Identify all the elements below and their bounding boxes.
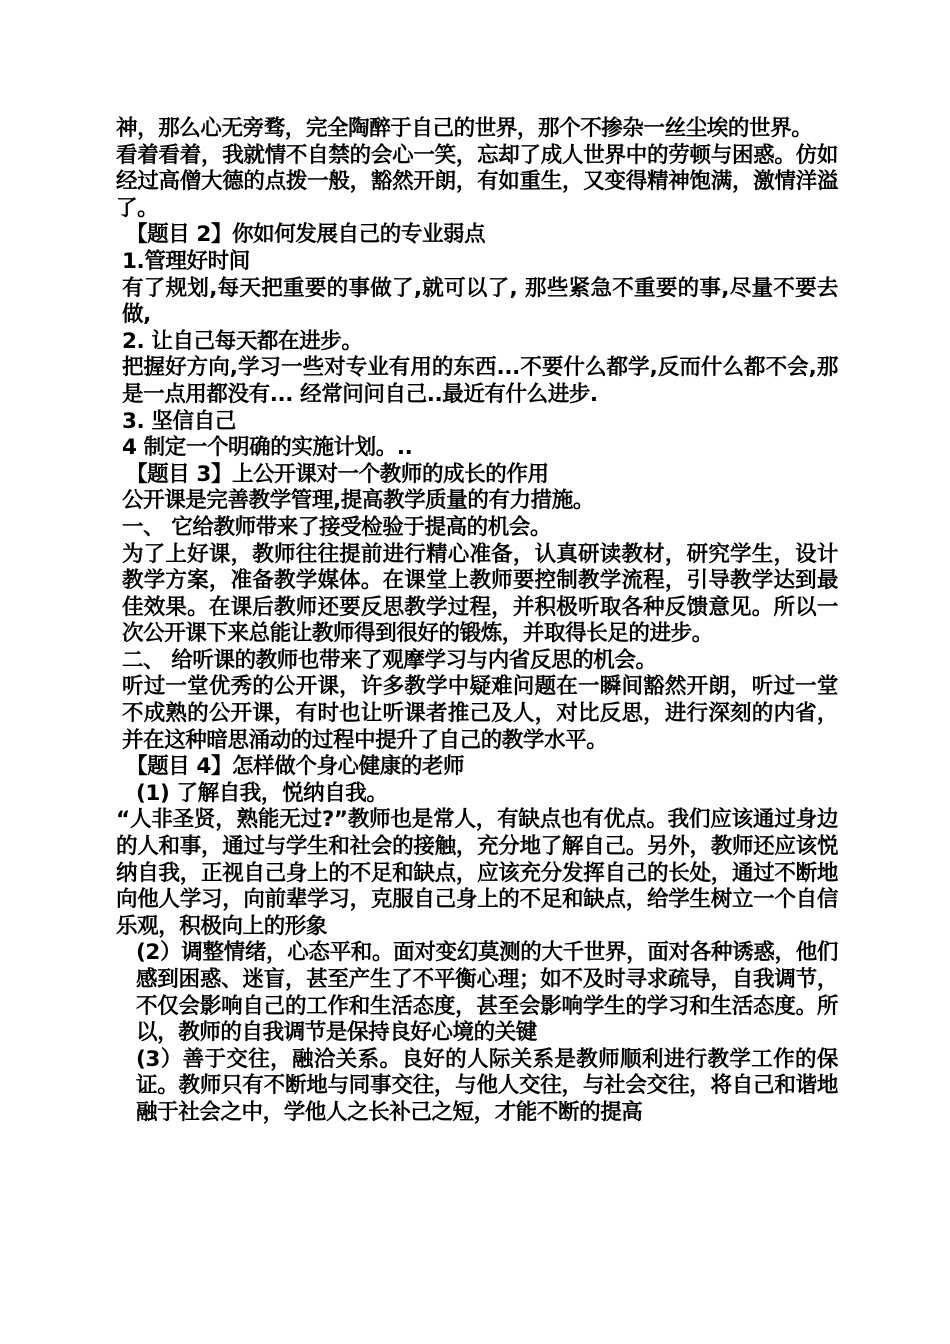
list-item: 4 制定一个明确的实施计划。..: [122, 435, 413, 461]
section-heading: 【题目 2】你如何发展自己的专业弱点: [126, 222, 486, 248]
list-item: (3）善于交往，融洽关系。良好的人际关系是教师顺利进行教学工作的保证。教师只有不断地与同事交往，与他人交往，与社会交往，将自己和谐地融于社会之中，学他人之长补己之短，才能不断的提高: [136, 1046, 838, 1125]
paragraph: 把握好方向,学习一些对专业有用的东西...不要什么都学,反而什么都不会,那是一点用都没有... 经常问问自己..最近有什么进步.: [122, 355, 838, 407]
list-item: 二、 给听课的教师也带来了观摩学习与内省反思的机会。: [122, 647, 657, 673]
paragraph: 神，那么心无旁骛，完全陶醉于自己的世界，那个不掺杂一丝尘埃的世界。: [116, 116, 813, 141]
section-heading: 【题目 4】怎样做个身心健康的老师: [126, 754, 465, 780]
list-item: 3. 坚信自己: [122, 408, 236, 434]
list-item: 一、 它给教师带来了接受检验于提高的机会。: [122, 514, 552, 540]
list-item: (2）调整情绪，心态平和。面对变幻莫测的大千世界，面对各种诱惑，他们感到困惑、迷盲，甚至产生了不平衡心理；如不及时寻求疏导，自我调节，不仅会影响自己的工作和生活态度，甚至会影响学生的学习和生活态度。所以，教师的自我调节是保持良好心境的关键: [136, 940, 838, 1046]
paragraph: 听过一堂优秀的公开课，许多教学中疑难问题在一瞬间豁然开朗，听过一堂不成熟的公开课，有时也让听课者推己及人，对比反思，进行深刻的内省，并在这种暗思涌动的过程中提升了自己的教学水平。: [122, 674, 838, 753]
section-heading: 【题目 3】上公开课对一个教师的成长的作用: [126, 461, 549, 487]
paragraph: 为了上好课，教师往往提前进行精心准备，认真研读教材，研究学生，设计教学方案，准备教学媒体。在课堂上教师要控制教学流程，引导教学达到最佳效果。在课后教师还要反思教学过程，并积极听取各种反馈意见。所以一次公开课下来总能让教师得到很好的锻炼，并取得长足的进步。: [122, 541, 838, 647]
list-item: 2. 让自己每天都在进步。: [122, 328, 363, 354]
paragraph: “人非圣贤，熟能无过?”教师也是常人，有缺点也有优点。我们应该通过身边的人和事，通过与学生和社会的接触，充分地了解自己。另外，教师还应该悦纳自我，正视自己身上的不足和缺点，应该充分发挥自己的长处，通过不断地向他人学习，向前辈学习，克服自己身上的不足和缺点，给学生树立一个自信乐观，积极向上的形象: [116, 807, 838, 939]
paragraph: 有了规划,每天把重要的事做了,就可以了, 那些紧急不重要的事,尽量不要去做,: [122, 275, 838, 328]
list-item: (1) 了解自我，悦纳自我。: [136, 780, 388, 806]
paragraph: 看着看着，我就情不自禁的会心一笑，忘却了成人世界中的劳顿与困惑。仿如经过高僧大德的点拨一般，豁然开朗，有如重生，又变得精神饱满，激情洋溢了。: [116, 142, 838, 221]
list-item: 1.管理好时间: [122, 248, 250, 274]
document-page: [116, 116, 838, 1127]
paragraph: 公开课是完善教学管理,提高教学质量的有力措施。: [122, 488, 594, 514]
